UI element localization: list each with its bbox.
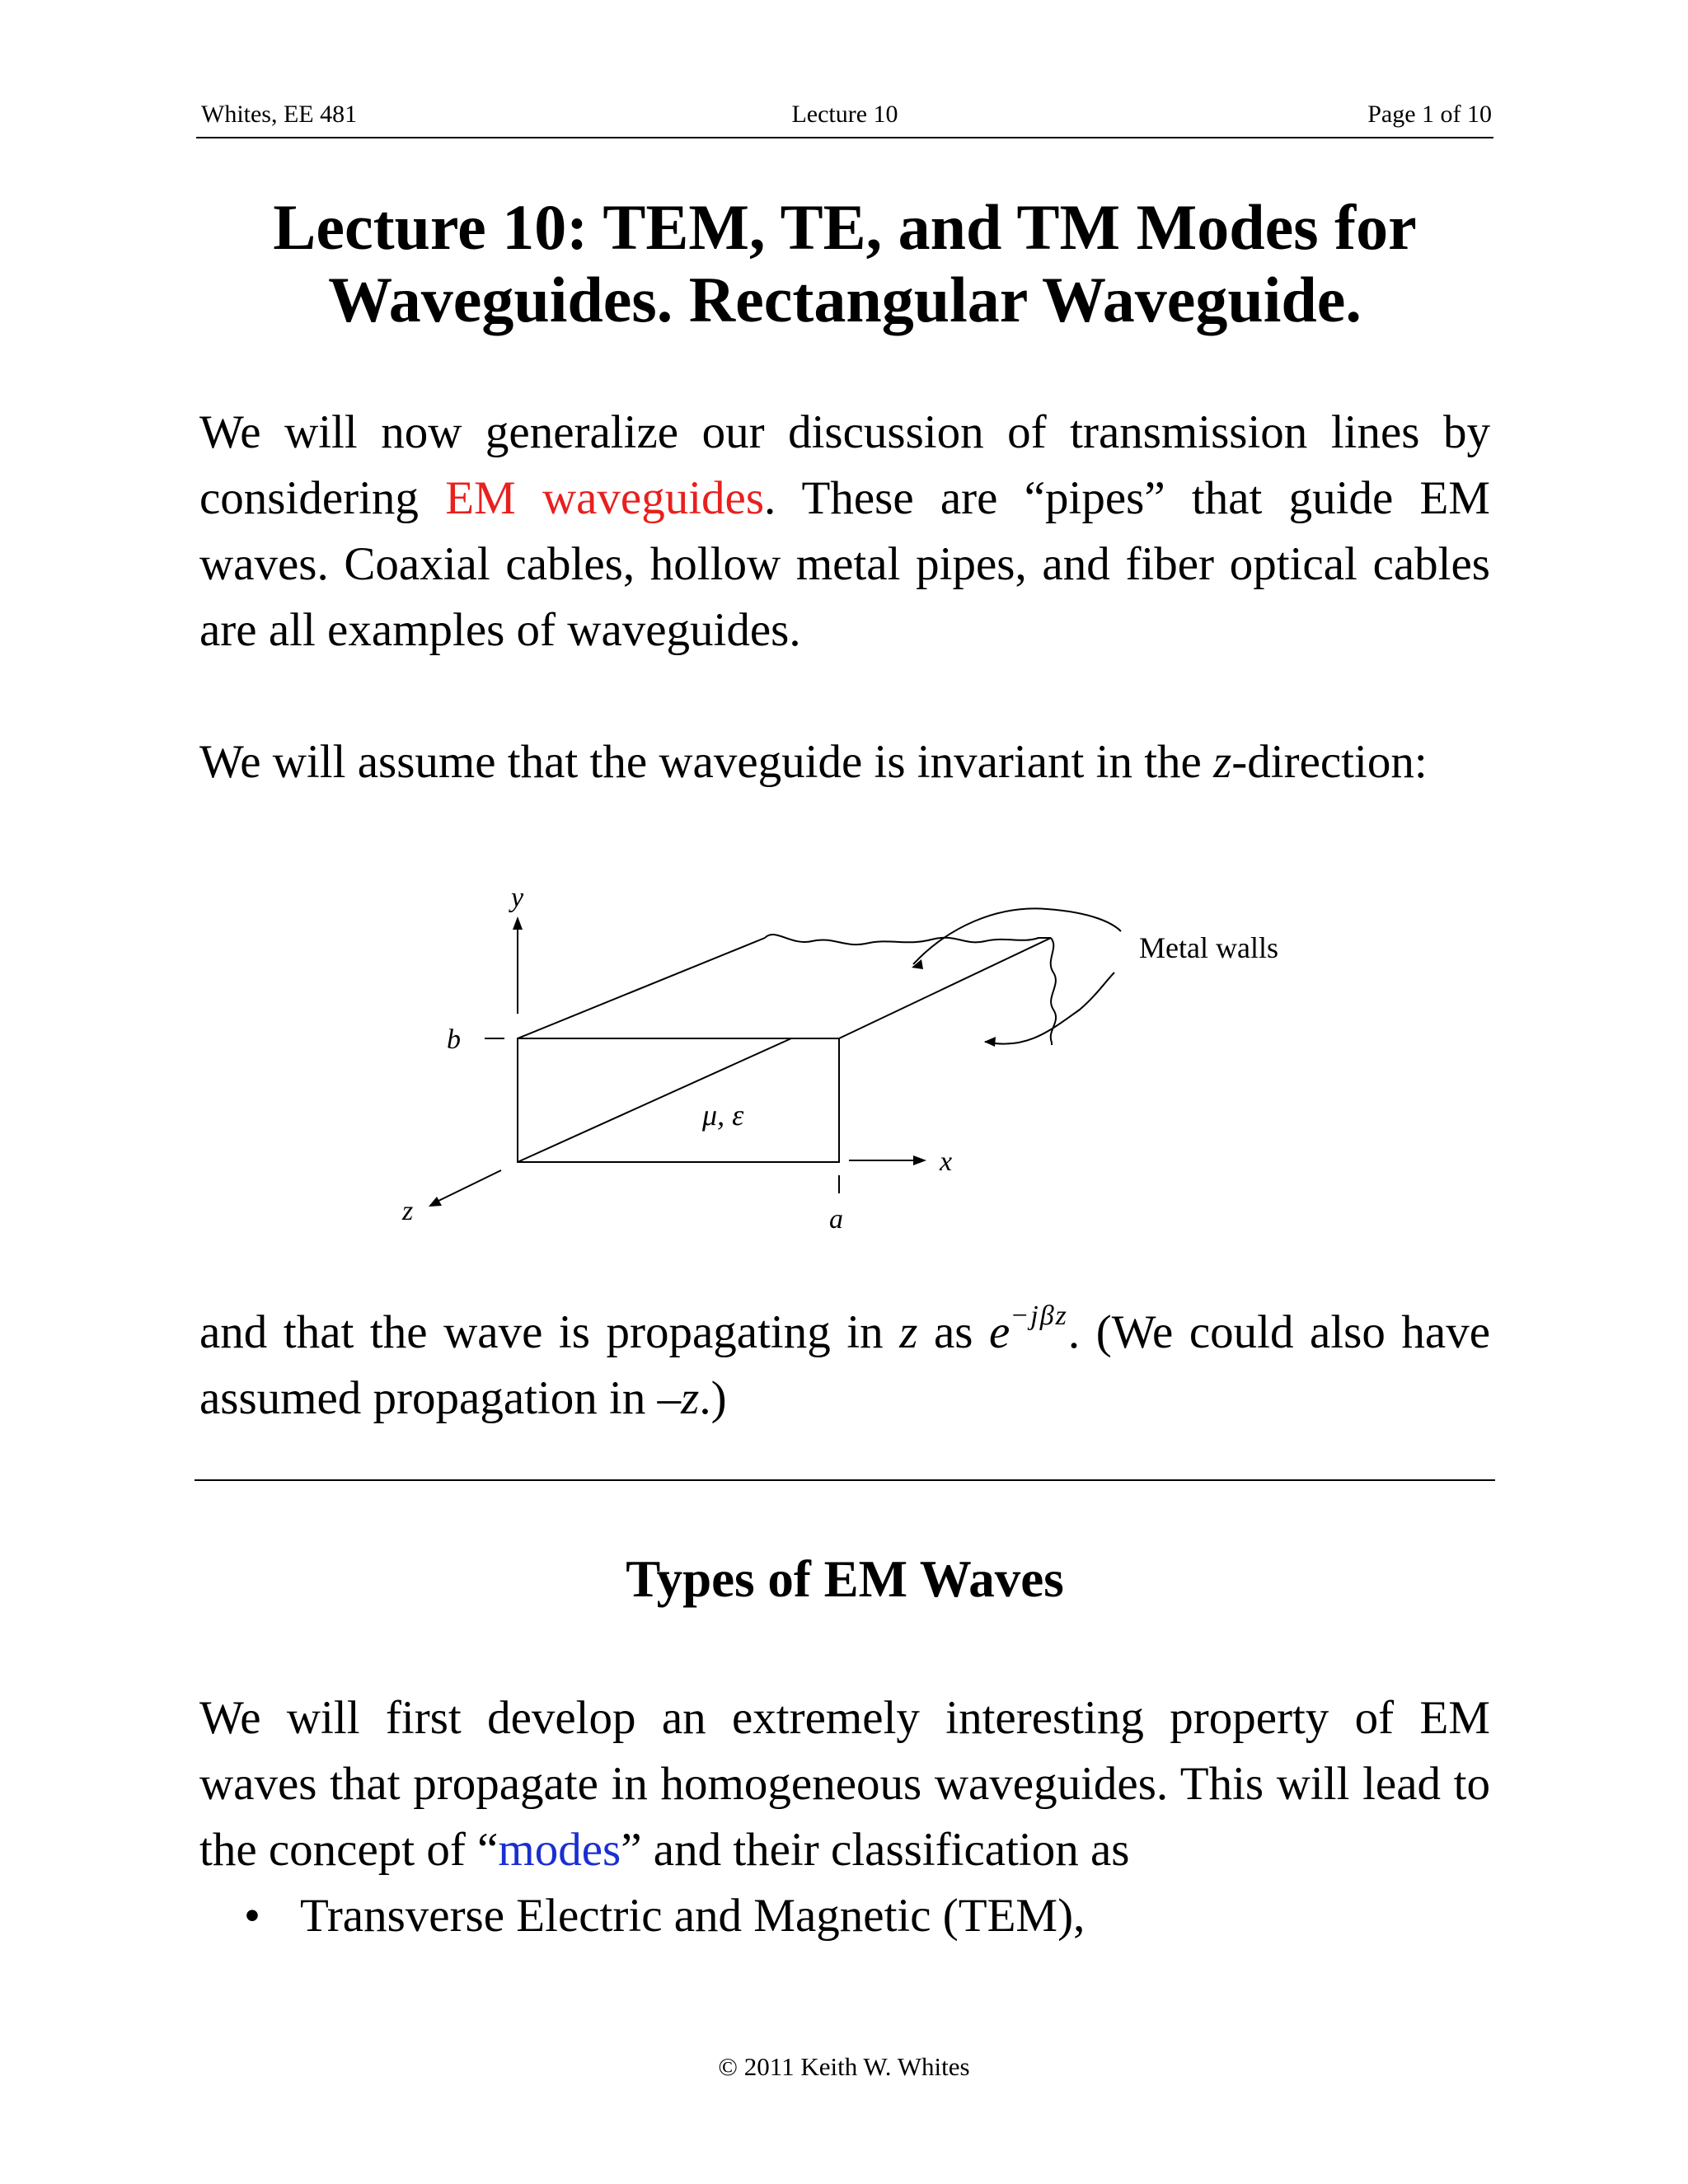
section-heading: Types of EM Waves	[626, 1550, 1064, 1608]
types-text-1: We will first develop an extremely interesting property of EM waves that propagate in homogeneous waveguides. This will lead to the concept of “	[199, 1692, 1490, 1876]
prop-e-base: e	[989, 1306, 1010, 1358]
em-waveguides-highlight: EM waveguides	[445, 472, 765, 524]
prop-text-3: . (We could also have assumed propagation in	[199, 1306, 1490, 1424]
intro-paragraph	[199, 400, 1490, 663]
list-item	[226, 1883, 1085, 1949]
leader-side-wall	[985, 972, 1114, 1044]
list-item-text: Transverse Electric and Magnetic (TEM),	[300, 1890, 1085, 1942]
assume-end: -direction:	[1231, 736, 1428, 788]
header-lecture: Lecture 10	[791, 101, 898, 128]
prop-neg-z: –z	[657, 1372, 700, 1424]
title-line-1: Lecture 10: TEM, TE, and TM Modes for	[273, 191, 1417, 263]
assume-z-var: z	[1213, 736, 1232, 788]
z-axis-line	[437, 1170, 501, 1202]
prop-text-2: as	[917, 1306, 990, 1358]
section-divider	[195, 1479, 1495, 1481]
z-axis-label: z	[402, 1196, 414, 1226]
intro-text-2: . These are “pipes” that guide EM waves. Coaxial cables, hollow metal pipes, and fiber optical cables are all examples of waveguides.	[199, 472, 1490, 656]
waveguide-figure	[387, 865, 1335, 1253]
leader-top-wall	[913, 908, 1121, 964]
assume-text: We will assume that the waveguide is invariant in the	[199, 736, 1214, 788]
title-line-2: Waveguides. Rectangular Waveguide.	[328, 264, 1362, 335]
inner-diagonal	[518, 1038, 791, 1162]
bullet-icon: •	[244, 1890, 260, 1942]
top-left-edge	[518, 938, 765, 1038]
medium-label: μ, ε	[702, 1099, 744, 1132]
modes-highlight: modes	[498, 1824, 621, 1876]
propagation-paragraph	[199, 1283, 1490, 1432]
y-axis-arrow	[513, 916, 523, 930]
prop-text-1: and that the wave is propagating in	[199, 1306, 900, 1358]
y-axis-label: y	[511, 883, 524, 913]
page-title	[196, 191, 1493, 336]
header-course: Whites, EE 481	[201, 101, 358, 128]
assume-paragraph	[199, 729, 1490, 795]
waveguide-diagram	[387, 865, 1335, 1253]
top-right-edge	[839, 938, 1051, 1038]
prop-exponent: −jβz	[1010, 1301, 1068, 1331]
a-dimension-label: a	[829, 1204, 843, 1235]
intro-text-1: We will now generalize our discussion of transmission lines by considering	[199, 406, 1490, 524]
types-paragraph	[199, 1685, 1490, 1883]
z-axis-arrow	[429, 1197, 442, 1207]
leader-side-arrow	[984, 1037, 996, 1047]
metal-walls-label: Metal walls	[1139, 931, 1278, 964]
header-page-number: Page 1 of 10	[1367, 101, 1492, 128]
page-header	[196, 97, 1493, 138]
prop-text-4: .)	[699, 1372, 727, 1424]
x-axis-arrow	[913, 1155, 926, 1165]
prop-z-var: z	[899, 1306, 918, 1358]
waveguide-front-face	[518, 1038, 839, 1162]
page-footer: © 2011 Keith W. Whites	[718, 2052, 970, 2081]
b-dimension-label: b	[447, 1024, 461, 1055]
types-text-2: ” and their classification as	[621, 1824, 1130, 1876]
x-axis-label: x	[940, 1146, 953, 1177]
mode-types-list	[226, 1883, 1085, 1949]
top-back-wavy-edge	[765, 935, 1051, 944]
